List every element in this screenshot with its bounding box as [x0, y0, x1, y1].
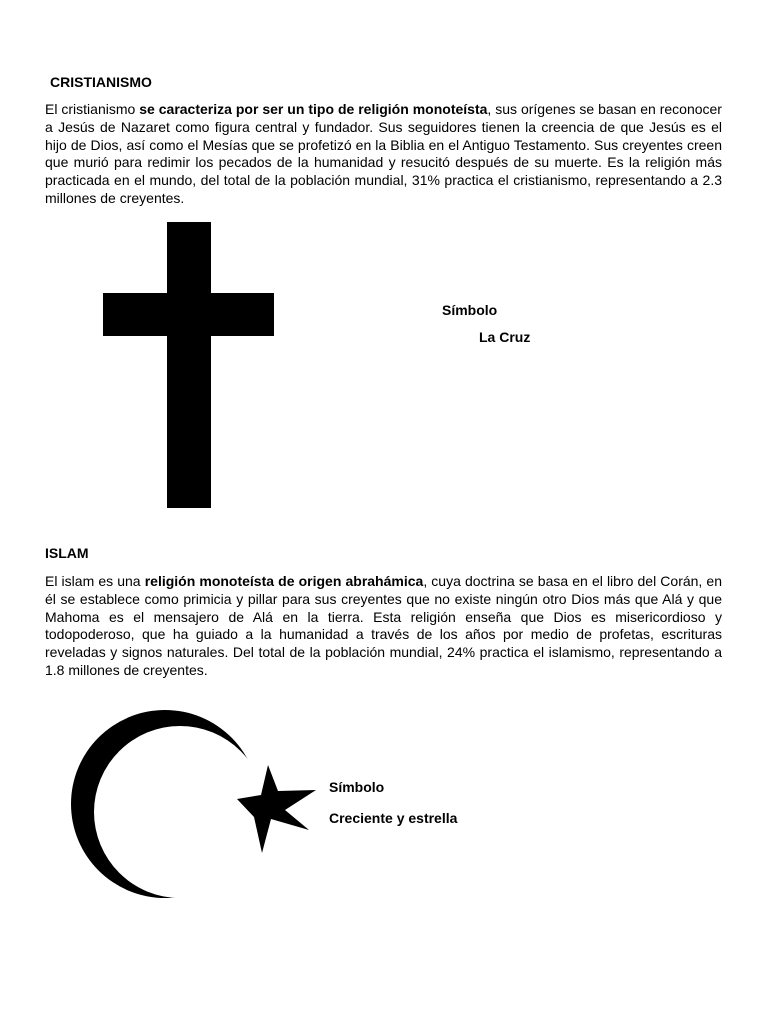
cross-vertical-bar: [167, 222, 211, 508]
islam-text-intro: El islam es una: [45, 573, 145, 589]
christianity-heading: CRISTIANISMO: [50, 74, 152, 90]
christianity-text-intro: El cristianismo: [45, 101, 140, 117]
christianity-text-bold: se caracteriza por ser un tipo de religión monoteísta: [139, 101, 488, 117]
crescent-shape: [71, 710, 259, 898]
islam-text-bold: religión monoteísta de origen abrahámica: [144, 573, 424, 589]
islam-paragraph: [45, 573, 722, 680]
islam-symbol-name: Creciente y estrella: [329, 810, 458, 826]
islam-text-body: , cuya doctrina se basa en el libro del Corán, en él se establece como primicia y pillar para sus creyentes que no existe ningún otro Dios más que Alá y que Mahoma es el mensajero de Alá en la tierra. Esta religión enseña que Dios es misericordioso y todopoderoso, que ha guiado a la humanidad a través de los años por medio de profetas, escrituras reveladas y signos naturales. Del total de la población mundial, 24% practica el islamismo, representando a 1.8 millones de creyentes.: [45, 573, 723, 678]
christianity-symbol-label: Símbolo: [442, 302, 498, 318]
christianity-paragraph: [45, 101, 722, 208]
crescent-star-icon: [60, 705, 330, 905]
islam-heading: ISLAM: [45, 545, 89, 561]
christianity-symbol-name: La Cruz: [479, 329, 531, 345]
cross-horizontal-bar: [103, 293, 274, 336]
islam-symbol-label: Símbolo: [329, 779, 385, 795]
christianity-text-body: , sus orígenes se basan en reconocer a Jesús de Nazaret como figura central y fundador. Sus seguidores tienen la creencia de que Jesús es el hijo de Dios, así como el Mesías que se profetizó en la Biblia en el Antiguo Testamento. Sus creyentes creen que murió para redimir los pecados de la humanidad y resucitó después de su muerte. Es la religión más practicada en el mundo, del total de la población mundial, 31% practica el cristianismo, representando a 2.3 millones de creyentes.: [45, 101, 722, 206]
